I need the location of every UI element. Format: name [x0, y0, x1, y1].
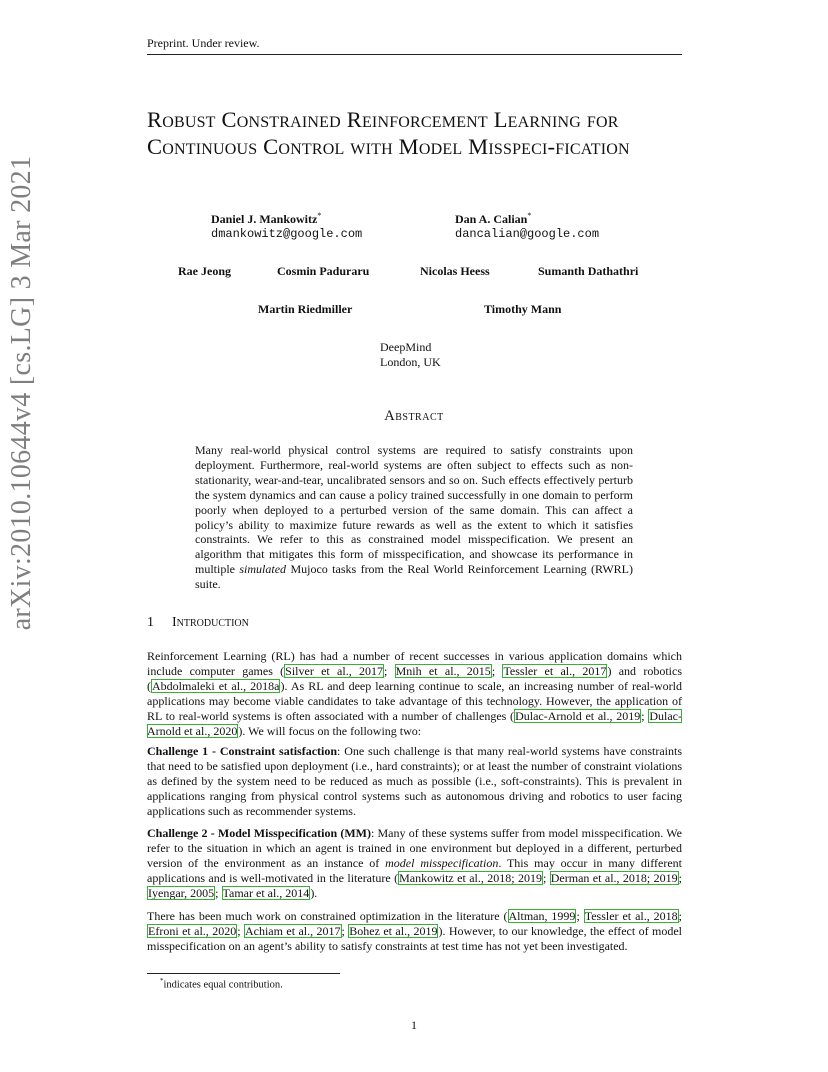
citation-link[interactable]: Mnih et al., 2015 [395, 663, 491, 678]
affiliation [380, 340, 441, 370]
author-name: Timothy Mann [484, 302, 562, 316]
citation-link[interactable]: Mankowitz et al., 2018; 2019 [399, 870, 542, 885]
affiliation-location: London, UK [380, 355, 441, 369]
citation-link[interactable]: Altman, 1999 [508, 909, 576, 923]
author-name: Sumanth Dathathri [538, 264, 639, 278]
citation-link[interactable]: Iyengar, 2005 [148, 885, 215, 900]
author-name: Martin Riedmiller [258, 302, 353, 316]
author-name: Dan A. Calian* [455, 211, 532, 226]
citation-link[interactable]: Abdolmaleki et al., 2018a [152, 678, 280, 693]
author-name: Daniel J. Mankowitz* [211, 211, 322, 226]
abstract-heading: Abstract [384, 408, 444, 424]
author-name: Rae Jeong [178, 264, 231, 278]
citation-link[interactable]: Efroni et al., 2020 [148, 923, 237, 938]
paragraph: Reinforcement Learning (RL) has had a number of recent successes in various application domains which include computer games (Silver et al., 2017; Mnih et al., 2015; Tessler et al., 2017) and robotics (Abdolmaleki et al., 2018a). As RL and deep learning continue to scale, an increasing number of real-world applications may become viable candidates to take advantage of this technology. However, the application of RL to real-world systems is often associated with a number of challenges (Dulac-Arnold et al., 2019; Dulac-Arnold et al., 2020). We will focus on the following two: [147, 649, 682, 738]
affiliation-org: DeepMind [380, 340, 432, 354]
citation-link[interactable]: Dulac-Arnold et al., 2019 [515, 708, 641, 723]
page-number: 1 [411, 1018, 417, 1032]
author-name: Cosmin Paduraru [277, 264, 370, 278]
arxiv-identifier[interactable]: arXiv:2010.10644v4 [cs.LG] 3 Mar 2021 [6, 155, 37, 631]
author-email[interactable]: dmankowitz@google.com [211, 227, 363, 241]
running-header: Preprint. Under review. [147, 36, 260, 50]
citation-link[interactable]: Tamar et al., 2014 [222, 885, 310, 900]
section-heading: 1 Introduction [147, 615, 249, 630]
paragraph: Challenge 1 - Constraint satisfaction: One such challenge is that many real-world systems have constraints that need to be satisfied upon deployment (i.e., hard constraints); or at least the number of constraint violations as defined by the system need to be reduced as much as possible (i.e., soft-constraints). This is prevalent in applications ranging from physical control systems such as autonomous driving and robotics to user facing applications such as recommender systems. [147, 744, 682, 818]
footnote-rule [147, 973, 340, 974]
citation-link[interactable]: Silver et al., 2017 [285, 663, 383, 678]
author-name: Nicolas Heess [420, 264, 490, 278]
footnote: *indicates equal contribution. [160, 977, 283, 991]
citation-link[interactable]: Tessler et al., 2017 [503, 663, 607, 678]
citation-link[interactable]: Achiam et al., 2017 [244, 923, 341, 938]
author-email[interactable]: dancalian@google.com [455, 227, 600, 241]
citation-link[interactable]: Tessler et al., 2018 [584, 909, 678, 923]
paragraph: There has been much work on constrained optimization in the literature (Altman, 1999; Tessler et al., 2018; Efroni et al., 2020; Achiam et al., 2017; Bohez et al., 2019). However, to our knowledge, the effect of model misspecification on an agent’s ability to satisfy constraints at test time has not yet been investigated. [147, 909, 683, 953]
citation-link[interactable]: Dulac-Arnold et al., 2020 [147, 708, 682, 738]
citation-link[interactable]: Bohez et al., 2019 [349, 923, 438, 938]
paragraph: Challenge 2 - Model Misspecification (MM): Many of these systems suffer from model misspecification. We refer to the situation in which an agent is trained in one environment but deployed in a different, perturbed version of the environment as an instance of model misspecification. This may occur in many different applications and is well-motivated in the literature (Mankowitz et al., 2018; 2019; Derman et al., 2018; 2019; Iyengar, 2005; Tamar et al., 2014). [147, 826, 683, 900]
paper-title: Robust Constrained Reinforcement Learning for Continuous Control with Model Misspeci-fication [147, 107, 630, 159]
citation-link[interactable]: Derman et al., 2018; 2019 [550, 870, 678, 885]
abstract-text: Many real-world physical control systems are required to satisfy constraints upon deployment. Furthermore, real-world systems are often subject to effects such as non-stationarity, wear-and-tear, uncalibrated sensors and so on. Such effects effectively perturb the system dynamics and can cause a policy trained successfully in one domain to perform poorly when deployed to a perturbed version of the same domain. This can affect a policy’s ability to maximize future rewards as well as the extent to which it satisfies constraints. We refer to this as constrained model misspecification. We present an algorithm that mitigates this form of misspecification, and showcase its performance in multiple simulated Mujoco tasks from the Real World Reinforcement Learning (RWRL) suite. [195, 443, 633, 592]
header-rule [147, 54, 682, 55]
